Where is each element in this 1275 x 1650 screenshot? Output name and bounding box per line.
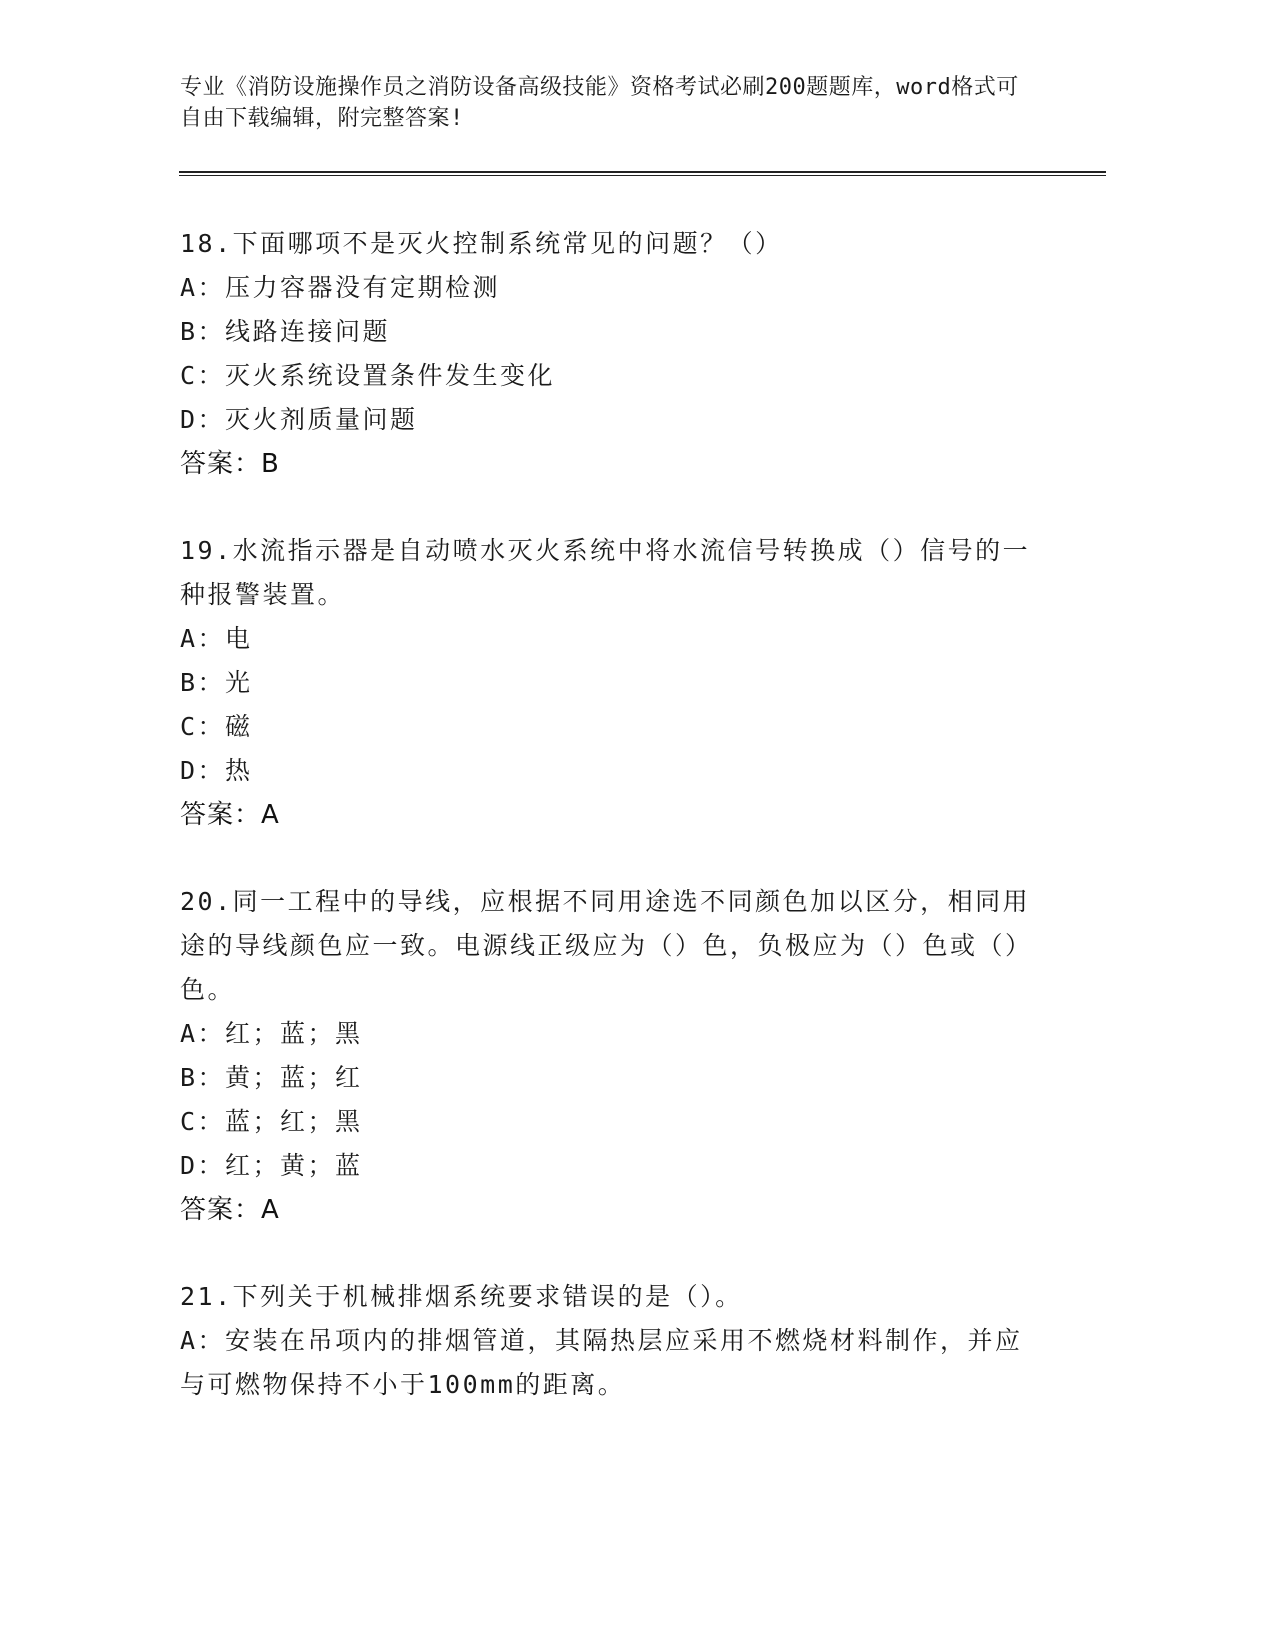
option-a: A：红；蓝；黑 [180, 1019, 363, 1048]
answer-label: 答案：A [180, 1195, 280, 1225]
option-b: B：线路连接问题 [180, 317, 391, 346]
option-a: A：安装在吊项内的排烟管道，其隔热层应采用不燃烧材料制作，并应与可燃物保持不小于100mm的距离。 [180, 1326, 1023, 1399]
option-b: B：黄；蓝；红 [180, 1063, 363, 1092]
option-b: B：光 [180, 668, 253, 697]
question-item [180, 880, 1040, 1232]
option-a: A：电 [180, 624, 253, 653]
document-header: 专业《消防设施操作员之消防设备高级技能》资格考试必刷200题题库，word格式可自由下载编辑，附完整答案! [180, 75, 1019, 131]
question-stem: 21.下列关于机械排烟系统要求错误的是（）。 [180, 1282, 743, 1311]
question-stem: 20.同一工程中的导线，应根据不同用途选不同颜色加以区分，相同用途的导线颜色应一致。电源线正级应为（）色，负极应为（）色或（）色。 [180, 887, 1033, 1004]
option-c: C：灭火系统设置条件发生变化 [180, 361, 556, 390]
option-c: C：蓝；红；黑 [180, 1107, 363, 1136]
question-list [180, 222, 1040, 1450]
question-item [180, 222, 1040, 486]
option-c: C：磁 [180, 712, 253, 741]
option-a: A：压力容器没有定期检测 [180, 273, 501, 302]
answer-label: 答案：B [180, 449, 280, 479]
question-stem: 19.水流指示器是自动喷水灭火系统中将水流信号转换成（）信号的一种报警装置。 [180, 536, 1031, 609]
question-item [180, 529, 1040, 837]
question-item [180, 1275, 1040, 1407]
header-divider [179, 171, 1106, 176]
option-d: D：红；黄；蓝 [180, 1151, 363, 1180]
option-d: D：热 [180, 756, 253, 785]
answer-label: 答案：A [180, 800, 280, 830]
option-d: D：灭火剂质量问题 [180, 405, 418, 434]
question-stem: 18.下面哪项不是灭火控制系统常见的问题？（） [180, 229, 783, 258]
